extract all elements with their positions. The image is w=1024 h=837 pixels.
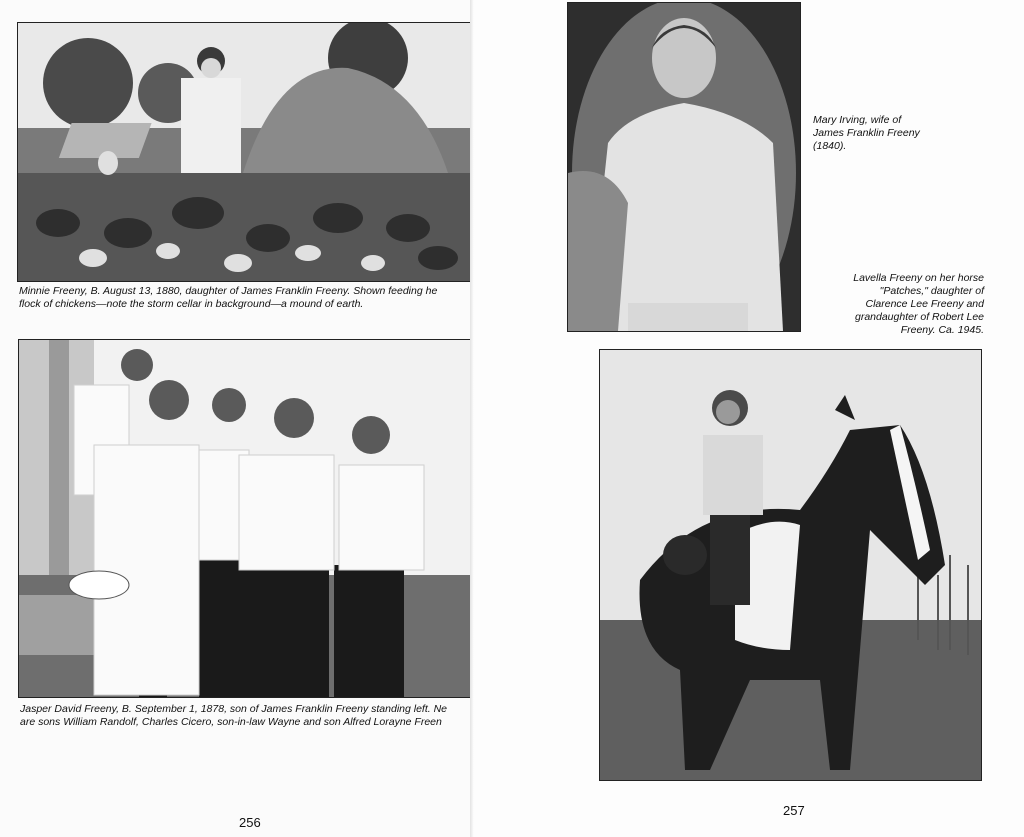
photo-woman-feeding-chickens xyxy=(17,22,474,282)
caption-line: are sons William Randolf, Charles Cicero, son-in-law Wayne and son Alfred Lorayne Freen xyxy=(20,716,442,728)
right-page xyxy=(474,0,1024,837)
page-number: 257 xyxy=(783,803,805,818)
photo-girl-on-horse xyxy=(599,349,982,781)
photo-five-men-group xyxy=(18,339,474,698)
caption-line: Minnie Freeny, B. August 13, 1880, daughter of James Franklin Freeny. Shown feeding he xyxy=(19,285,438,297)
caption-line: (1840). xyxy=(813,140,847,152)
caption-line: flock of chickens—note the storm cellar in background—a mound of earth. xyxy=(19,298,364,310)
caption-minnie-freeny xyxy=(19,285,437,311)
caption-line: grandaughter of Robert Lee xyxy=(854,311,984,323)
caption-line: Freeny. Ca. 1945. xyxy=(900,324,984,336)
caption-line: Lavella Freeny on her horse xyxy=(853,272,984,284)
caption-mary-irving xyxy=(813,114,920,153)
caption-lavella-freeny xyxy=(853,272,984,337)
caption-line: Mary Irving, wife of xyxy=(813,114,902,126)
caption-line: "Patches," daughter of xyxy=(879,285,984,297)
caption-jasper-freeny xyxy=(20,703,447,729)
photo-portrait-mary-irving xyxy=(567,2,801,332)
left-page xyxy=(0,0,474,837)
page-number: 256 xyxy=(239,815,261,830)
caption-line: Clarence Lee Freeny and xyxy=(865,298,984,310)
caption-line: James Franklin Freeny xyxy=(813,127,920,139)
caption-line: Jasper David Freeny, B. September 1, 1878, son of James Franklin Freeny standing left. Ne xyxy=(20,703,448,715)
